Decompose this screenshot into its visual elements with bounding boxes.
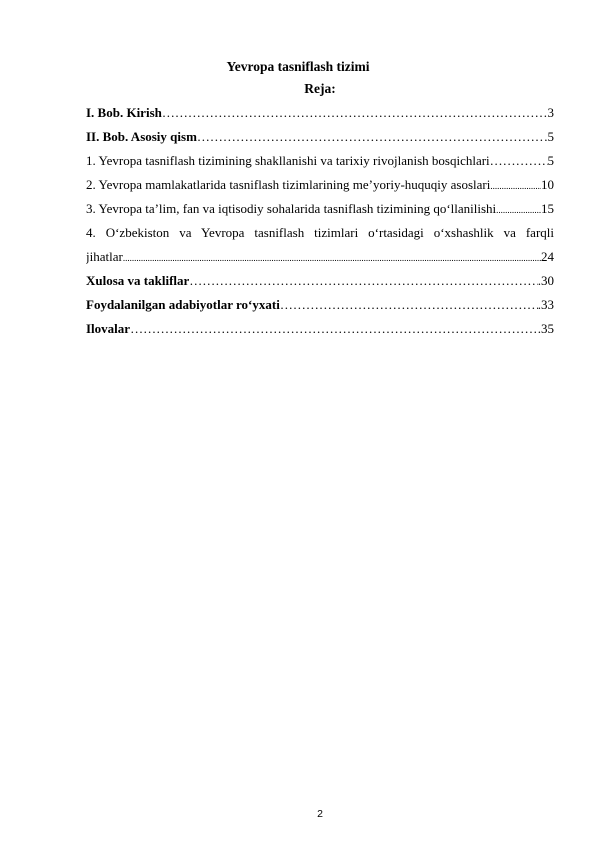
toc-entry-label: Xulosa va takliflar xyxy=(86,273,190,288)
page-number: 2 xyxy=(317,808,323,820)
dot-leader xyxy=(162,104,548,122)
toc-entry-page: .30 xyxy=(537,273,554,288)
dot-leader xyxy=(490,177,541,194)
toc-entry-label: Ilovalar xyxy=(86,321,131,336)
toc-entry-section-4[interactable] xyxy=(86,224,554,242)
toc-entry-label: Foydalanilgan adabiyotlar ro‘yxati xyxy=(86,297,280,312)
document-title: Yevropa tasniflash tizimi xyxy=(226,59,370,74)
dot-leader xyxy=(189,272,537,290)
toc-entry-asosiy-qism[interactable] xyxy=(86,128,554,146)
toc-entry-page: 10 xyxy=(541,177,554,192)
toc-entry-label: I. Bob. Kirish xyxy=(86,105,162,120)
dot-leader xyxy=(130,320,538,338)
toc-entry-section-2[interactable] xyxy=(86,176,554,194)
toc-entry-section-4-continuation[interactable] xyxy=(86,248,554,266)
toc-entry-label: 1. Yevropa tasniflash tizimining shakllanishi va tarixiy rivojlanish bosqichlari xyxy=(86,153,490,168)
toc-entry-label-continuation: jihatlar xyxy=(86,249,123,264)
toc-entry-page: .5 xyxy=(544,129,554,144)
toc-entry-xulosa[interactable] xyxy=(86,272,554,290)
toc-entry-page: 15 xyxy=(541,201,554,216)
dot-leader xyxy=(490,152,548,170)
document-subtitle: Reja: xyxy=(304,81,336,96)
toc-entry-section-1[interactable] xyxy=(86,152,554,170)
toc-entry-label: 4. O‘zbekiston va Yevropa tasniflash tizimlari o‘rtasidagi o‘xshashlik va farqli xyxy=(86,225,554,240)
toc-entry-label: II. Bob. Asosiy qism xyxy=(86,129,197,144)
toc-entry-page: 24 xyxy=(541,249,554,264)
toc-entry-label: 3. Yevropa ta’lim, fan va iqtisodiy sohalarida tasniflash tizimining qo‘llanilishi xyxy=(86,201,497,216)
toc-entry-ilovalar[interactable] xyxy=(86,320,554,338)
dot-leader xyxy=(496,201,541,218)
dot-leader xyxy=(280,296,538,314)
dot-leader xyxy=(123,249,541,266)
toc-entry-page: 3 xyxy=(547,105,554,120)
toc-entry-page: .35 xyxy=(537,321,554,336)
toc-entry-kirish[interactable] xyxy=(86,104,554,122)
toc-entry-page: 5 xyxy=(547,153,554,168)
toc-entry-section-3[interactable] xyxy=(86,200,554,218)
toc-entry-page: .33 xyxy=(537,297,554,312)
toc-entry-adabiyotlar[interactable] xyxy=(86,296,554,314)
dot-leader xyxy=(197,128,544,146)
toc-entry-label: 2. Yevropa mamlakatlarida tasniflash tizimlarining me’yoriy-huquqiy asoslari xyxy=(86,177,491,192)
